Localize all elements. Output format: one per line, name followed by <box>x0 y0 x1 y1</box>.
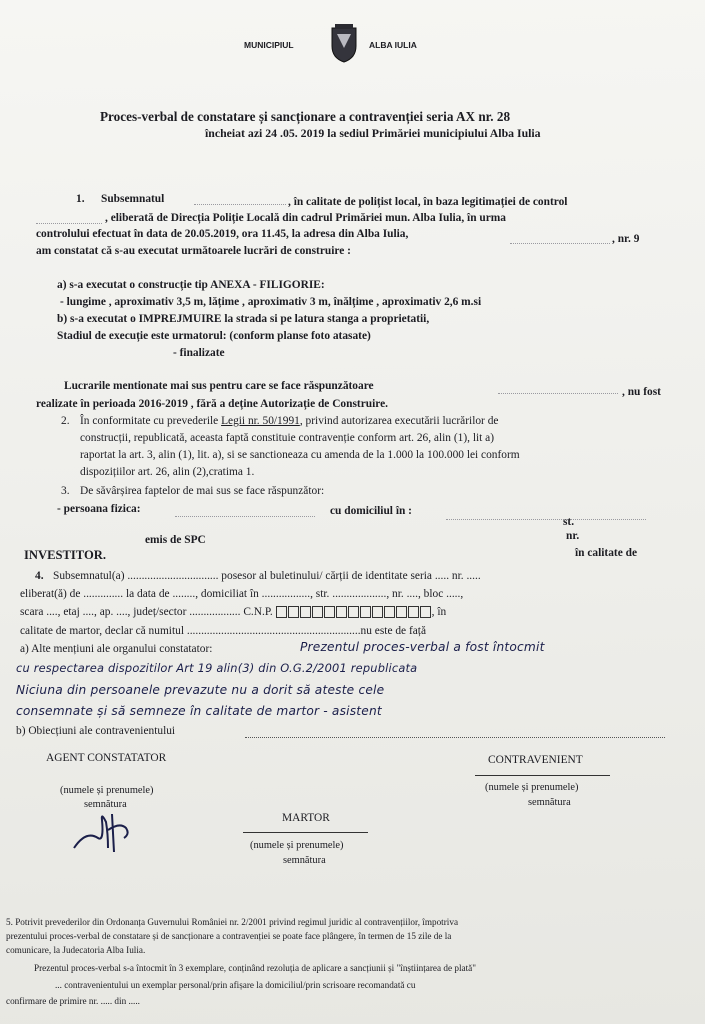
stage-label: Stadiul de execuție este urmatorul: (conform planse foto atasate) <box>57 330 371 342</box>
signature-icon <box>68 808 148 858</box>
section2-line4: dispozițiilor art. 26, alin (2),cratima 1. <box>80 466 255 478</box>
section3-number: 3. <box>61 485 70 497</box>
section2-number: 2. <box>61 415 70 427</box>
handwritten-line3: Niciuna din persoanele prevazute nu a dorit să ateste cele <box>16 683 385 697</box>
section3-investitor: INVESTITOR. <box>24 548 107 562</box>
handwritten-line1: Prezentul proces-verbal a fost întocmit <box>300 640 545 654</box>
section2-line3: raportat la art. 3, alin (1), lit. a), si se sanctioneaza cu amenda de la 1.000 la 100.000 lei conform <box>80 449 520 461</box>
section4-line1: Subsemnatul(a) ................................ posesor al buletinului/ cărții de identitate seria ..... nr. ..... <box>53 570 481 582</box>
section1-line3b: , nr. 9 <box>612 233 640 245</box>
section4-a-label: a) Alte mențiuni ale organului constatator: <box>20 643 213 655</box>
law-reference: Legii nr. 50/1991 <box>221 415 300 427</box>
work-b: b) s-a executat o IMPREJMUIRE la strada si pe latura stanga a proprietatii, <box>57 313 430 325</box>
cnp-boxes <box>276 606 432 618</box>
agent-label: AGENT CONSTATATOR <box>46 752 167 764</box>
contravenient-sign-hint: semnătura <box>528 797 571 808</box>
responsible-line1: Lucrarile mentionate mai sus pentru care se face răspunzătoare <box>64 380 374 392</box>
section4-line3-text: scara ...., etaj ...., ap. ...., județ/sector .................. C.N.P. <box>20 606 273 618</box>
section5-line5: ... contravenientului un exemplar personal/prin afișare la domiciliul/prin scrisoare recomandată cu <box>55 980 416 990</box>
section5-line3: comunicare, la Judecatoria Alba Iulia. <box>6 945 146 955</box>
contravenient-name-line <box>475 775 610 776</box>
section4-line3 <box>20 606 446 618</box>
header-right-label: ALBA IULIA <box>369 40 417 50</box>
section5-line1: 5. Potrivit prevederilor din Ordonanța Guvernului României nr. 2/2001 privind regimul juridic al contravențiilor, împotriva <box>6 917 459 927</box>
section1-line2: , eliberată de Direcția Poliție Locală din cadrul Primăriei mun. Alba Iulia, în urma <box>105 212 506 224</box>
crest-icon <box>329 24 359 64</box>
section4-line4: calitate de martor, declar că numitul .............................................................nu este de față <box>20 625 427 637</box>
redacted-person <box>175 505 315 517</box>
handwritten-line4: consemnate și să semneze în calitate de martor - asistent <box>16 704 382 718</box>
section3-line1: De săvârșirea faptelor de mai sus se face răspunzător: <box>80 485 325 497</box>
section5-line4: Prezentul proces-verbal s-a întocmit în 3 exemplare, conținând rezoluția de aplicare a sancțiunii și "înștiințarea de plată" <box>34 963 476 973</box>
redacted-owner <box>498 382 618 394</box>
section1-line1b: , în calitate de polițist local, în baza legitimației de control <box>288 196 568 208</box>
section3-st: st. <box>563 516 575 528</box>
martor-label: MARTOR <box>282 812 330 824</box>
section4-line2: eliberat(ă) de .............. la data de ........, domiciliat în ................., str. ..................., nr. ...., bloc ....., <box>20 588 464 600</box>
responsible-line1b: , nu fost <box>622 386 661 398</box>
section3-calitate: în calitate de <box>575 547 638 559</box>
section2-line1a: În conformitate cu prevederile <box>80 415 219 427</box>
martor-name-hint: (numele și prenumele) <box>250 840 344 851</box>
section3-person: - persoana fizica: <box>57 503 141 515</box>
agent-name-hint: (numele și prenumele) <box>60 785 154 796</box>
redacted-address <box>446 508 646 520</box>
section4-b-label: b) Obiecțiuni ale contravenientului <box>16 725 176 737</box>
objections-line <box>245 737 665 738</box>
contravenient-name-hint: (numele și prenumele) <box>485 782 579 793</box>
section4-line3b: , în <box>431 606 447 618</box>
section2-line1b: , privind autorizarea executării lucrărilor de <box>299 415 499 427</box>
martor-name-line <box>243 832 368 833</box>
handwritten-line2: cu respectarea dispozitilor Art 19 alin(3) din O.G.2/2001 republicata <box>16 661 418 675</box>
section5-line6: confirmare de primire nr. ..... din ..... <box>6 996 140 1006</box>
section3-domicile: cu domiciliul în : <box>330 505 412 517</box>
stage-value: - finalizate <box>173 347 225 359</box>
section5-line2: prezentului proces-verbal de constatare și de sancționare a contravenției se poate face plângere, în termen de 15 zile de la <box>6 931 452 941</box>
redacted-street <box>510 232 610 244</box>
document-title: Proces-verbal de constatare și sancționare a contravenției seria AX nr. 28 <box>100 109 511 124</box>
section1-line3: controlului efectuat în data de 20.05.2019, ora 11.45, la adresa din Alba Iulia, <box>36 228 409 240</box>
section3-nr: nr. <box>566 530 580 542</box>
section1-number: 1. <box>76 193 85 205</box>
section3-emis: emis de SPC <box>145 534 206 546</box>
section2-line1 <box>80 415 498 427</box>
title-line2: încheiat azi 24 .05. 2019 la sediul Primăriei municipiului Alba Iulia <box>205 126 541 140</box>
section4-number: 4. <box>35 570 44 582</box>
section2-line2: construcții, republicată, aceasta faptă constituie contravenție conform art. 26, alin (1), lit a) <box>80 432 495 444</box>
responsible-line2: realizate în perioada 2016-2019 , fără a deține Autorizație de Construire. <box>36 398 389 410</box>
martor-sign-hint: semnătura <box>283 855 326 866</box>
document-subtitle <box>205 126 541 141</box>
work-a: a) s-a executat o construcție tip ANEXA - FILIGORIE: <box>57 279 325 291</box>
redacted-id <box>36 212 102 224</box>
section1-line1a: Subsemnatul <box>101 193 165 205</box>
redacted-name <box>194 193 286 205</box>
agent-sign-hint: semnătura <box>84 799 127 810</box>
contravenient-label: CONTRAVENIENT <box>488 754 583 766</box>
header-left-label: MUNICIPIUL <box>244 40 294 50</box>
work-a-dimensions: - lungime , aproximativ 3,5 m, lățime , aproximativ 3 m, înălțime , aproximativ 2,6 m.si <box>60 296 482 308</box>
section1-line4: am constatat că s-au executat următoarele lucrări de construire : <box>36 245 351 257</box>
